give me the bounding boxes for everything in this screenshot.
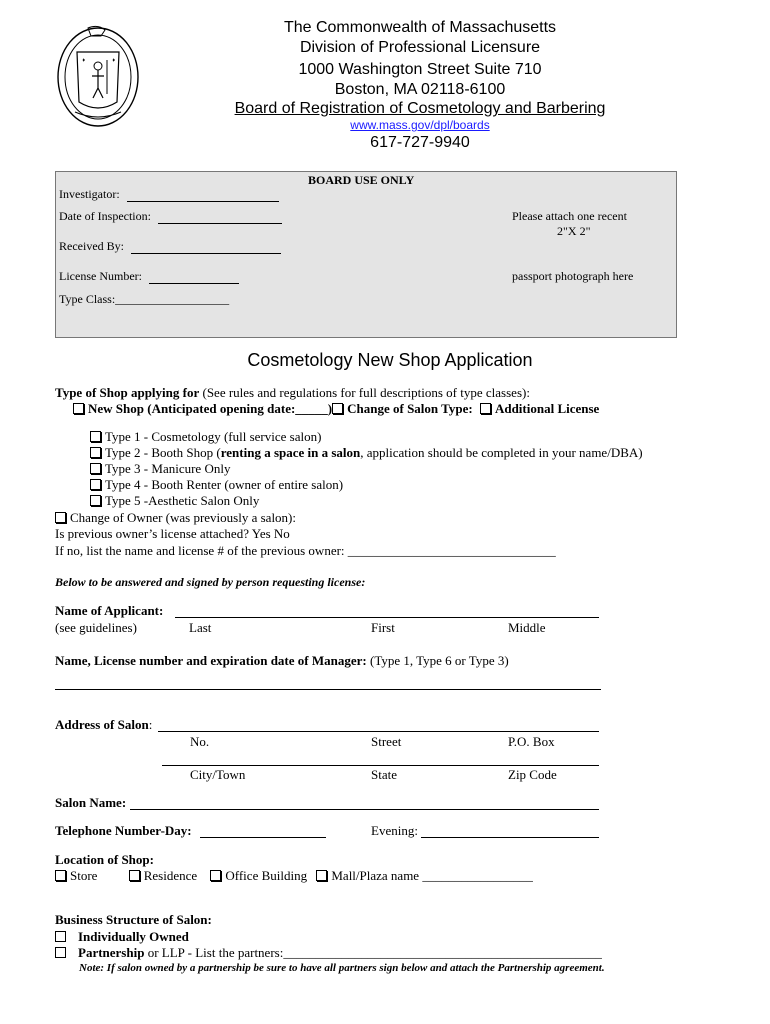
address-state-caption: State	[371, 767, 397, 782]
change-owner-label: Change of Owner (was previously a salon):	[70, 510, 296, 525]
address-no-caption: No.	[190, 734, 210, 749]
last-name-caption: Last	[189, 620, 212, 635]
checkbox-icon[interactable]	[55, 512, 66, 523]
type2-emphasis: renting a space in a salon	[220, 445, 361, 460]
salon-address-label	[55, 717, 152, 733]
boards-link[interactable]: www.mass.gov/dpl/boards	[350, 118, 490, 132]
checkbox-icon[interactable]	[90, 495, 101, 506]
received-by-label: Received By:	[59, 239, 124, 253]
salon-address-text: Address of Salon	[55, 717, 149, 732]
checkbox-icon[interactable]	[129, 870, 140, 881]
change-type-option[interactable]	[332, 401, 473, 416]
type3-label: Type 3 - Manicure Only	[105, 461, 231, 476]
photo-instruction-2: 2"X 2"	[557, 224, 591, 238]
type-class-field[interactable]: Type Class:___________________	[59, 292, 230, 306]
type4-option[interactable]	[90, 477, 343, 493]
additional-license-label: Additional License	[494, 401, 600, 416]
address-street-caption: Street	[371, 734, 402, 749]
address-line-2[interactable]	[162, 751, 599, 766]
location-mall-option[interactable]	[316, 868, 532, 883]
mall-label: Mall/Plaza name _________________	[331, 868, 533, 883]
massachusetts-seal-icon	[55, 22, 141, 128]
license-number-field[interactable]	[59, 269, 239, 284]
address-zip-caption: Zip Code	[508, 767, 557, 782]
store-label: Store	[70, 868, 98, 883]
type2-label: Type 2 - Booth Shop (	[105, 445, 221, 460]
inspection-date-line[interactable]	[158, 223, 282, 224]
checkbox-icon[interactable]	[90, 447, 101, 458]
first-name-caption: First	[371, 620, 395, 635]
new-shop-label: New Shop (Anticipated opening date:_____)	[88, 401, 333, 416]
individually-owned-label: Individually Owned	[78, 929, 189, 944]
salon-address-colon: :	[148, 717, 153, 732]
checkbox-icon[interactable]	[55, 947, 66, 958]
new-shop-option[interactable]	[73, 401, 332, 416]
telephone-evening-text: Evening	[371, 823, 415, 838]
investigator-field[interactable]	[59, 187, 279, 202]
type-of-shop-heading	[55, 385, 530, 401]
type5-option[interactable]	[90, 493, 259, 509]
division-name: Division of Professional Licensure	[299, 39, 541, 56]
investigator-line[interactable]	[127, 201, 279, 202]
telephone-evening-line[interactable]	[421, 823, 599, 838]
address-line-1[interactable]	[158, 717, 599, 732]
checkbox-icon[interactable]	[90, 431, 101, 442]
salon-name-line[interactable]	[130, 795, 599, 810]
city-address: Boston, MA 02118-6100	[334, 81, 506, 98]
type5-label: Type 5 -Aesthetic Salon Only	[105, 493, 260, 508]
type-of-shop-label: Type of Shop applying for	[55, 385, 200, 400]
form-title: Cosmetology New Shop Application	[247, 350, 533, 370]
salon-name-label: Salon Name:	[55, 795, 127, 810]
office-label: Office Building	[225, 868, 308, 883]
change-type-label: Change of Salon Type:	[347, 401, 473, 416]
checkbox-icon[interactable]	[55, 931, 66, 942]
telephone-day-line[interactable]	[200, 823, 326, 838]
checkbox-icon[interactable]	[73, 403, 84, 414]
inspection-date-label: Date of Inspection:	[59, 209, 151, 223]
guidelines-note: (see guidelines)	[55, 620, 137, 635]
shop-kind-options	[73, 401, 599, 417]
business-structure-label: Business Structure of Salon:	[55, 912, 212, 927]
type2-note: , application should be completed in your name/DBA)	[360, 445, 643, 460]
inspection-date-field[interactable]	[59, 209, 282, 224]
change-owner-option[interactable]	[55, 510, 296, 526]
location-office-option[interactable]	[210, 868, 307, 883]
applicant-name-label: Name of Applicant:	[55, 603, 164, 618]
agency-name: The Commonwealth of Massachusetts	[283, 19, 557, 36]
location-label: Location of Shop:	[55, 852, 154, 867]
type1-label: Type 1 - Cosmetology (full service salon)	[105, 429, 322, 444]
type4-label: Type 4 - Booth Renter (owner of entire salon)	[105, 477, 344, 492]
photo-instruction-1: Please attach one recent	[512, 209, 627, 223]
photo-instruction-3: passport photograph here	[512, 269, 634, 283]
board-use-title: BOARD USE ONLY	[308, 173, 415, 187]
manager-type-note: (Type 1, Type 6 or Type 3)	[366, 653, 509, 668]
type3-option[interactable]	[90, 461, 230, 477]
telephone-day-text: Telephone Number-Day	[55, 823, 188, 838]
salon-name-text: Salon Name	[55, 795, 122, 810]
state-seal	[55, 22, 141, 128]
checkbox-icon[interactable]	[90, 463, 101, 474]
partnership-label: Partnership	[78, 945, 145, 960]
residence-label: Residence	[143, 868, 198, 883]
license-number-label: License Number:	[59, 269, 142, 283]
board-name: Board of Registration of Cosmetology and Barbering	[234, 100, 606, 117]
manager-line[interactable]	[55, 677, 601, 690]
individually-owned-option[interactable]	[55, 929, 189, 945]
street-address: 1000 Washington Street Suite 710	[298, 61, 542, 78]
previous-owner-field[interactable]: If no, list the name and license # of the previous owner: ________________________________	[55, 543, 556, 558]
partnership-option[interactable]	[55, 945, 602, 961]
location-residence-option[interactable]	[129, 868, 197, 883]
address-pobox-caption: P.O. Box	[508, 734, 555, 749]
license-number-line[interactable]	[149, 283, 239, 284]
checkbox-icon[interactable]	[90, 479, 101, 490]
checkbox-icon[interactable]	[316, 870, 327, 881]
telephone-evening-label: Evening:	[371, 823, 418, 838]
partnership-note: Note: If salon owned by a partnership be sure to have all partners sign below and attach the Partnership agreement.	[79, 962, 605, 974]
location-options	[55, 868, 533, 884]
additional-license-option[interactable]	[480, 401, 599, 416]
received-by-line[interactable]	[131, 253, 281, 254]
checkbox-icon[interactable]	[480, 403, 491, 414]
location-store-option[interactable]	[55, 868, 97, 883]
manager-label: Name, License number and expiration date of Manager:	[55, 653, 367, 668]
type-of-shop-note: (See rules and regulations for full descriptions of type classes):	[199, 385, 530, 400]
middle-name-caption: Middle	[508, 620, 546, 635]
address-city-caption: City/Town	[190, 767, 246, 782]
partners-list-field[interactable]: or LLP - List the partners:_________________________________________________	[144, 945, 602, 960]
previous-license-question: Is previous owner’s license attached? Yes No	[55, 526, 290, 541]
type2-option[interactable]	[90, 445, 643, 461]
checkbox-icon[interactable]	[332, 403, 343, 414]
applicant-name-line[interactable]	[175, 603, 599, 618]
checkbox-icon[interactable]	[210, 870, 221, 881]
phone-number: 617-727-9940	[370, 134, 470, 151]
received-by-field[interactable]	[59, 239, 281, 254]
manager-heading	[55, 653, 509, 669]
applicant-instructions: Below to be answered and signed by person requesting license:	[55, 575, 366, 589]
type1-option[interactable]	[90, 429, 321, 445]
investigator-label: Investigator:	[59, 187, 120, 201]
telephone-day-label: Telephone Number-Day:	[55, 823, 192, 838]
checkbox-icon[interactable]	[55, 870, 66, 881]
